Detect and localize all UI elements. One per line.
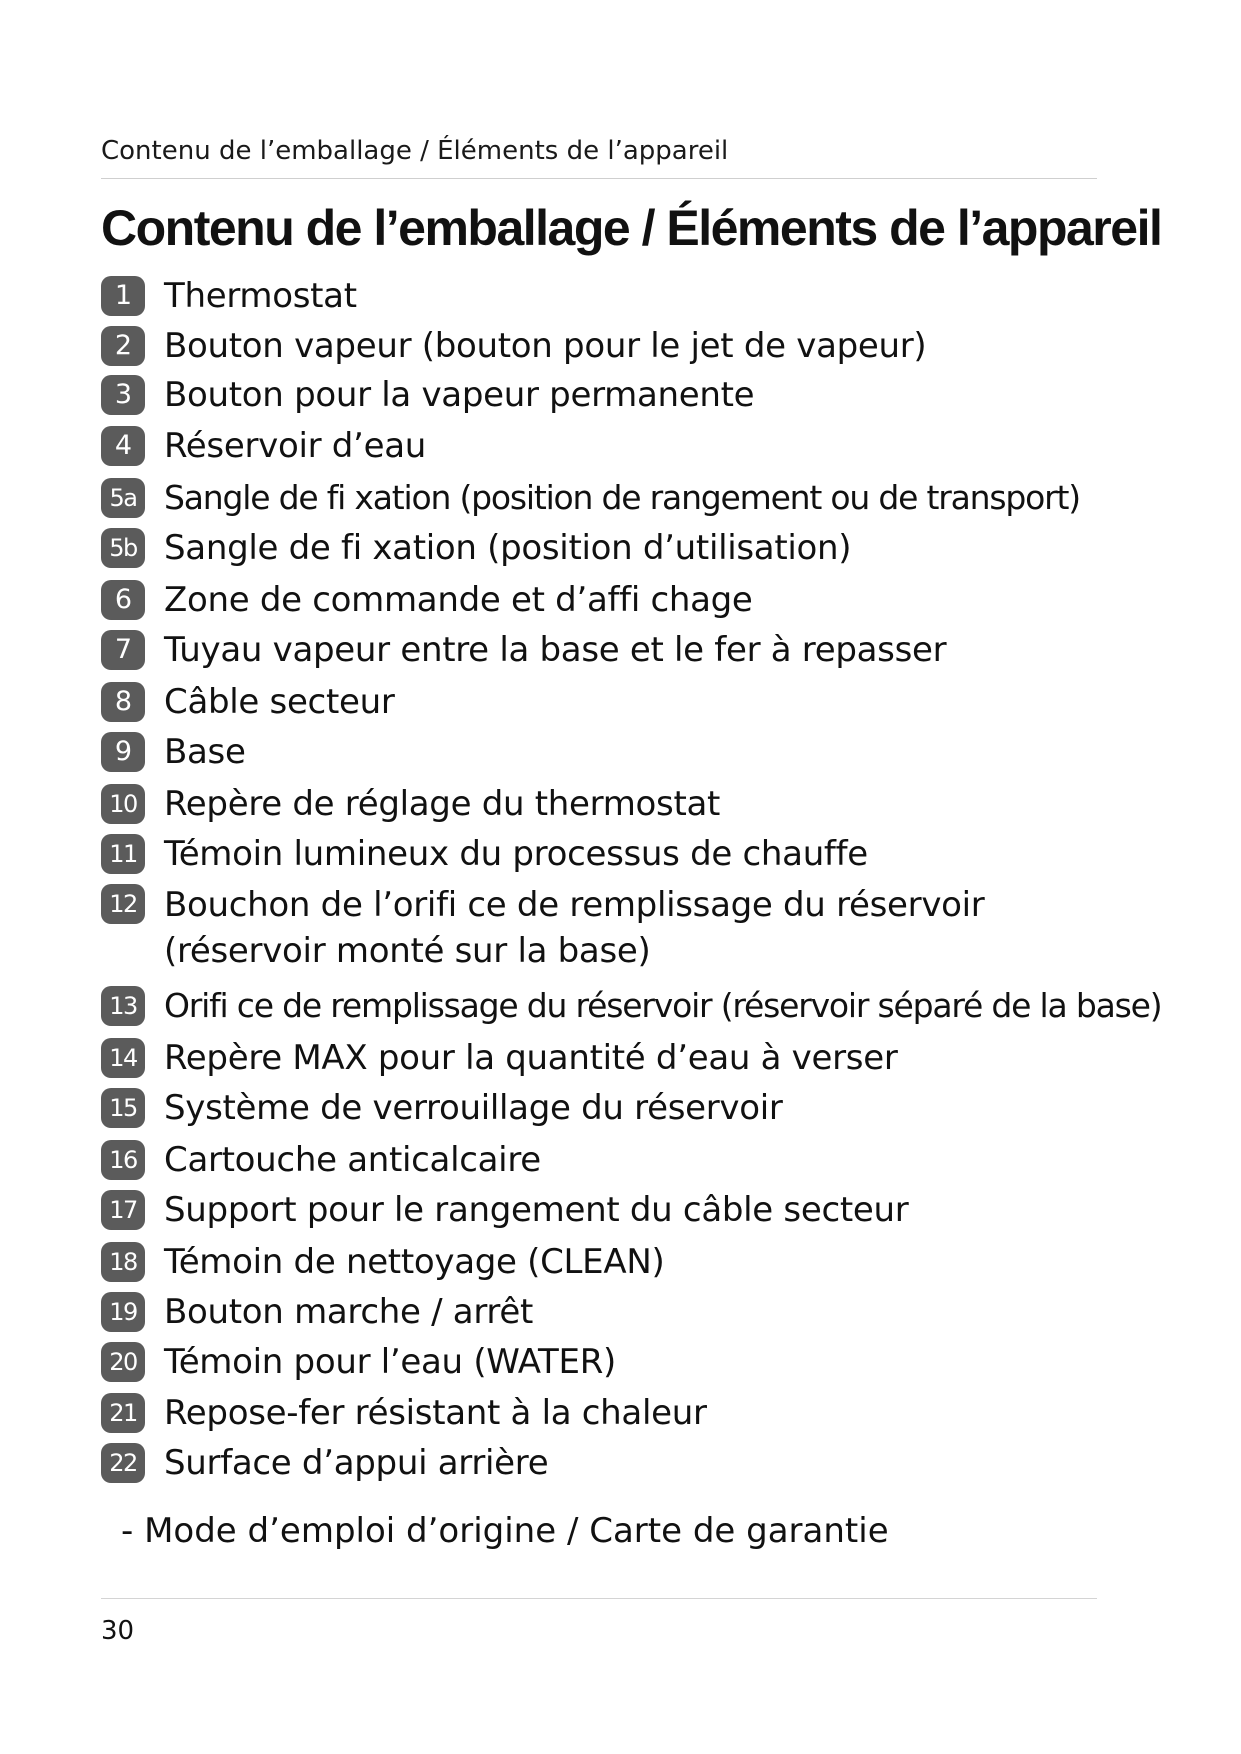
item-label: Témoin lumineux du processus de chauffe <box>164 834 868 874</box>
extra-item-documents: - Mode d’emploi d’origine / Carte de garantie <box>121 1511 889 1551</box>
item-label: Base <box>164 732 246 772</box>
item-number-badge: 5b <box>101 528 145 568</box>
list-item <box>101 274 1141 318</box>
item-number-badge: 11 <box>101 834 145 874</box>
list-item <box>101 424 1141 468</box>
item-number-badge: 5a <box>101 478 145 518</box>
item-label: Bouchon de l’orifi ce de remplissage du réservoir (réservoir monté sur la base) <box>164 885 985 971</box>
item-number-badge: 22 <box>101 1443 145 1483</box>
list-item <box>101 324 1141 368</box>
item-number-badge: 18 <box>101 1242 145 1282</box>
list-item <box>101 1086 1141 1130</box>
list-item <box>101 680 1141 724</box>
item-label: Bouton pour la vapeur permanente <box>164 375 755 415</box>
list-item <box>101 1340 1141 1384</box>
item-label: Câble secteur <box>164 682 395 722</box>
item-label: Système de verrouillage du réservoir <box>164 1088 783 1128</box>
list-item <box>101 1441 1141 1485</box>
item-label: Repose-fer résistant à la chaleur <box>164 1393 707 1433</box>
item-number-badge: 10 <box>101 784 145 824</box>
list-item <box>101 1290 1141 1334</box>
item-label: Témoin pour l’eau (WATER) <box>164 1342 616 1382</box>
item-number-badge: 4 <box>101 426 145 466</box>
list-item <box>101 628 1141 672</box>
page-title: Contenu de l’emballage / Éléments de l’appareil <box>101 200 1162 256</box>
list-item <box>101 1188 1141 1232</box>
list-item <box>101 526 1141 570</box>
item-label: Bouton marche / arrêt <box>164 1292 533 1332</box>
item-number-badge: 6 <box>101 580 145 620</box>
item-label: Surface d’appui arrière <box>164 1443 549 1483</box>
item-number-badge: 8 <box>101 682 145 722</box>
item-number-badge: 14 <box>101 1038 145 1078</box>
list-item <box>101 882 1141 974</box>
item-number-badge: 13 <box>101 986 145 1026</box>
list-item <box>101 476 1141 520</box>
list-item <box>101 1240 1141 1284</box>
list-item <box>101 782 1141 826</box>
item-label: Zone de commande et d’affi chage <box>164 580 753 620</box>
item-number-badge: 15 <box>101 1088 145 1128</box>
item-label: Témoin de nettoyage (CLEAN) <box>164 1242 665 1282</box>
list-item <box>101 578 1141 622</box>
item-label: Thermostat <box>164 276 357 316</box>
item-label: Sangle de fi xation (position de rangement ou de transport) <box>164 478 1080 517</box>
item-label: Cartouche anticalcaire <box>164 1140 541 1180</box>
item-number-badge: 19 <box>101 1292 145 1332</box>
list-item <box>101 1036 1141 1080</box>
list-item <box>101 1391 1141 1435</box>
running-header: Contenu de l’emballage / Éléments de l’appareil <box>101 136 729 166</box>
item-label: Repère de réglage du thermostat <box>164 784 721 824</box>
list-item <box>101 730 1141 774</box>
item-number-badge: 3 <box>101 375 145 415</box>
item-number-badge: 12 <box>101 884 145 924</box>
item-label: Repère MAX pour la quantité d’eau à verser <box>164 1038 898 1078</box>
item-number-badge: 7 <box>101 630 145 670</box>
item-label: Support pour le rangement du câble secteur <box>164 1190 909 1230</box>
item-number-badge: 2 <box>101 326 145 366</box>
item-number-badge: 1 <box>101 276 145 316</box>
item-label: Sangle de fi xation (position d’utilisation) <box>164 528 852 568</box>
item-number-badge: 9 <box>101 732 145 772</box>
item-number-badge: 16 <box>101 1140 145 1180</box>
page-number: 30 <box>101 1616 135 1646</box>
footer-divider <box>101 1598 1097 1599</box>
item-label: Orifi ce de remplissage du réservoir (réservoir séparé de la base) <box>164 986 1162 1025</box>
item-label: Tuyau vapeur entre la base et le fer à repasser <box>164 630 947 670</box>
list-item <box>101 832 1141 876</box>
item-label: Réservoir d’eau <box>164 426 426 466</box>
list-item <box>101 984 1162 1028</box>
header-divider <box>101 178 1097 179</box>
item-number-badge: 21 <box>101 1393 145 1433</box>
item-number-badge: 20 <box>101 1342 145 1382</box>
item-number-badge: 17 <box>101 1190 145 1230</box>
list-item <box>101 373 1141 417</box>
item-label: Bouton vapeur (bouton pour le jet de vapeur) <box>164 326 927 366</box>
list-item <box>101 1138 1141 1182</box>
